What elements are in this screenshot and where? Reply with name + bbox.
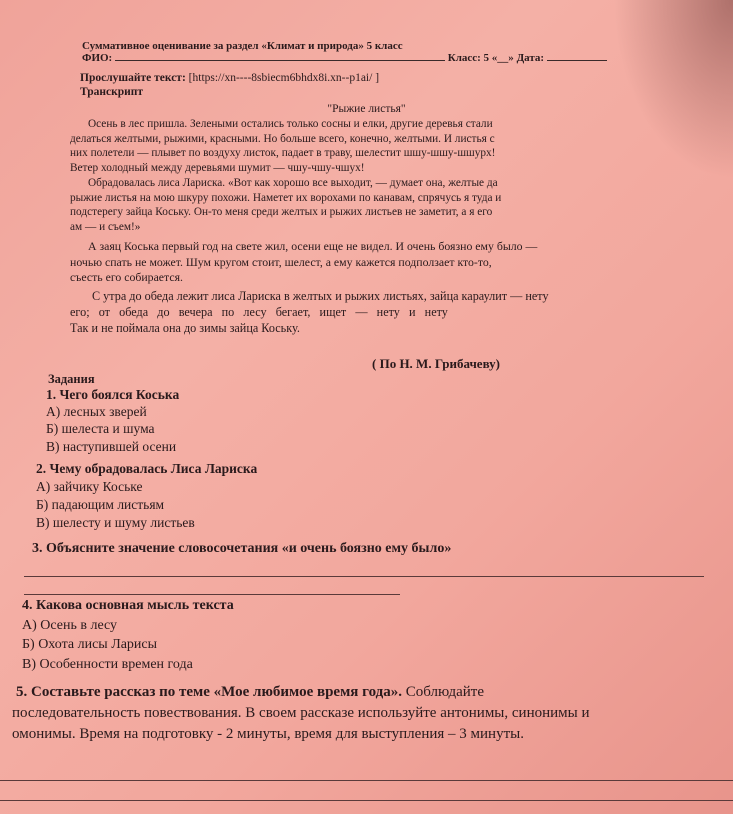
- text-line: ночью спать не может. Шум кругом стоит, шелест, а ему кажется подползает кто-то,: [70, 254, 492, 269]
- text-line: Так и не поймала она до зимы зайца Коську.: [70, 321, 300, 335]
- text-line: его; от обеда до вечера по лесу бегает, ищет — нету и нету: [70, 305, 448, 319]
- text-line: делаться желтыми, рыжими, красными. Но больше всего, конечно, желтыми. И листья с: [70, 132, 495, 145]
- fio-label: ФИО:: [82, 52, 113, 64]
- answer-option[interactable]: А) зайчику Коське: [36, 479, 143, 494]
- date-field[interactable]: [547, 60, 607, 61]
- text-line: съесть его собирается.: [70, 270, 183, 284]
- question-text: Соблюдайте: [402, 684, 484, 700]
- doc-title: Суммативное оценивание за раздел «Климат и природа» 5 класс: [82, 40, 403, 52]
- question-title: 2. Чему обрадовалась Лиса Лариска: [36, 461, 258, 476]
- text-line: подстерегу зайца Коську. Он-то меня среди желтых и рыжих листьев не заметит, а я его: [70, 206, 493, 219]
- question-title: 5. Составьте рассказ по теме «Мое любимое время года».: [16, 684, 403, 700]
- story-paragraph-1: [70, 117, 670, 175]
- text-line: Обрадовалась лиса Лариска. «Вот как хорошо все выходит, — думает она, желтые да: [88, 177, 498, 189]
- question-1: [46, 386, 179, 455]
- listen-link[interactable]: [https://xn----8sbiecm6bhdx8i.xn--p1ai/ ]: [188, 72, 380, 84]
- story-paragraph-2: [70, 176, 670, 234]
- question-title: 1. Чего боялся Коська: [46, 387, 180, 402]
- text-line: Ветер холодный между деревьями шумит — чшу-чшу-чшух!: [70, 161, 365, 174]
- story-paragraph-4: [70, 288, 680, 336]
- question-5: [12, 682, 590, 745]
- story-title: [0, 103, 733, 115]
- text-line: Осень в лес пришла. Зелеными остались только сосны и елки, другие деревья стали: [88, 118, 493, 130]
- story-paragraph-3: [70, 239, 670, 286]
- question-4: [22, 596, 234, 674]
- story-title-text: "Рыжие листья": [327, 103, 406, 115]
- date-label: Дата:: [516, 52, 545, 64]
- answer-option[interactable]: В) Особенности времен года: [22, 656, 193, 672]
- text-line: ам — и съем!»: [70, 220, 141, 233]
- answer-option[interactable]: В) шелесту и шуму листьев: [36, 515, 195, 530]
- transcript-label: Транскрипт: [80, 86, 144, 98]
- answer-line[interactable]: [24, 594, 400, 595]
- text-line: С утра до обеда лежит лиса Лариска в желтых и рыжих листьях, зайца караулит — нету: [92, 289, 549, 303]
- fio-field[interactable]: [115, 60, 445, 61]
- fio-row: [82, 52, 634, 65]
- answer-option[interactable]: Б) шелеста и шума: [46, 421, 155, 437]
- text-line: них полетели — плывет по воздуху листок, падает в траву, шелестит шшу-шшу-шшурх!: [70, 147, 496, 160]
- question-2: [36, 460, 257, 532]
- question-3-title: 3. Объясните значение словосочетания «и очень боязно ему было»: [32, 541, 452, 556]
- listen-label: Прослушайте текст:: [80, 72, 186, 84]
- answer-option[interactable]: А) Осень в лесу: [22, 617, 118, 633]
- answer-line[interactable]: [0, 800, 733, 801]
- answer-option[interactable]: В) наступившей осени: [46, 438, 177, 454]
- question-title: 4. Какова основная мысль текста: [22, 598, 234, 613]
- listen-row: [80, 72, 379, 84]
- answer-option[interactable]: А) лесных зверей: [46, 404, 147, 420]
- tasks-label: Задания: [48, 372, 95, 386]
- text-line: А заяц Коська первый год на свете жил, осени еще не видел. И очень боязно ему было —: [88, 239, 538, 253]
- answer-option[interactable]: Б) Охота лисы Ларисы: [22, 637, 158, 652]
- question-text: последовательность повествования. В своем рассказе используйте антонимы, синонимы и: [12, 705, 590, 721]
- author-credit: ( По Н. М. Грибачеву): [372, 356, 500, 371]
- question-text: омонимы. Время на подготовку - 2 минуты, время для выступления – 3 минуты.: [12, 726, 524, 742]
- answer-line[interactable]: [0, 780, 733, 781]
- answer-line[interactable]: [24, 576, 704, 577]
- answer-option[interactable]: Б) падающим листьям: [36, 497, 165, 512]
- text-line: рыжие листья на мою шкуру похожи. Наметет их ворохами по канавам, спрячусь я туда и: [70, 191, 502, 204]
- class-label: Класс: 5 «__»: [447, 52, 514, 64]
